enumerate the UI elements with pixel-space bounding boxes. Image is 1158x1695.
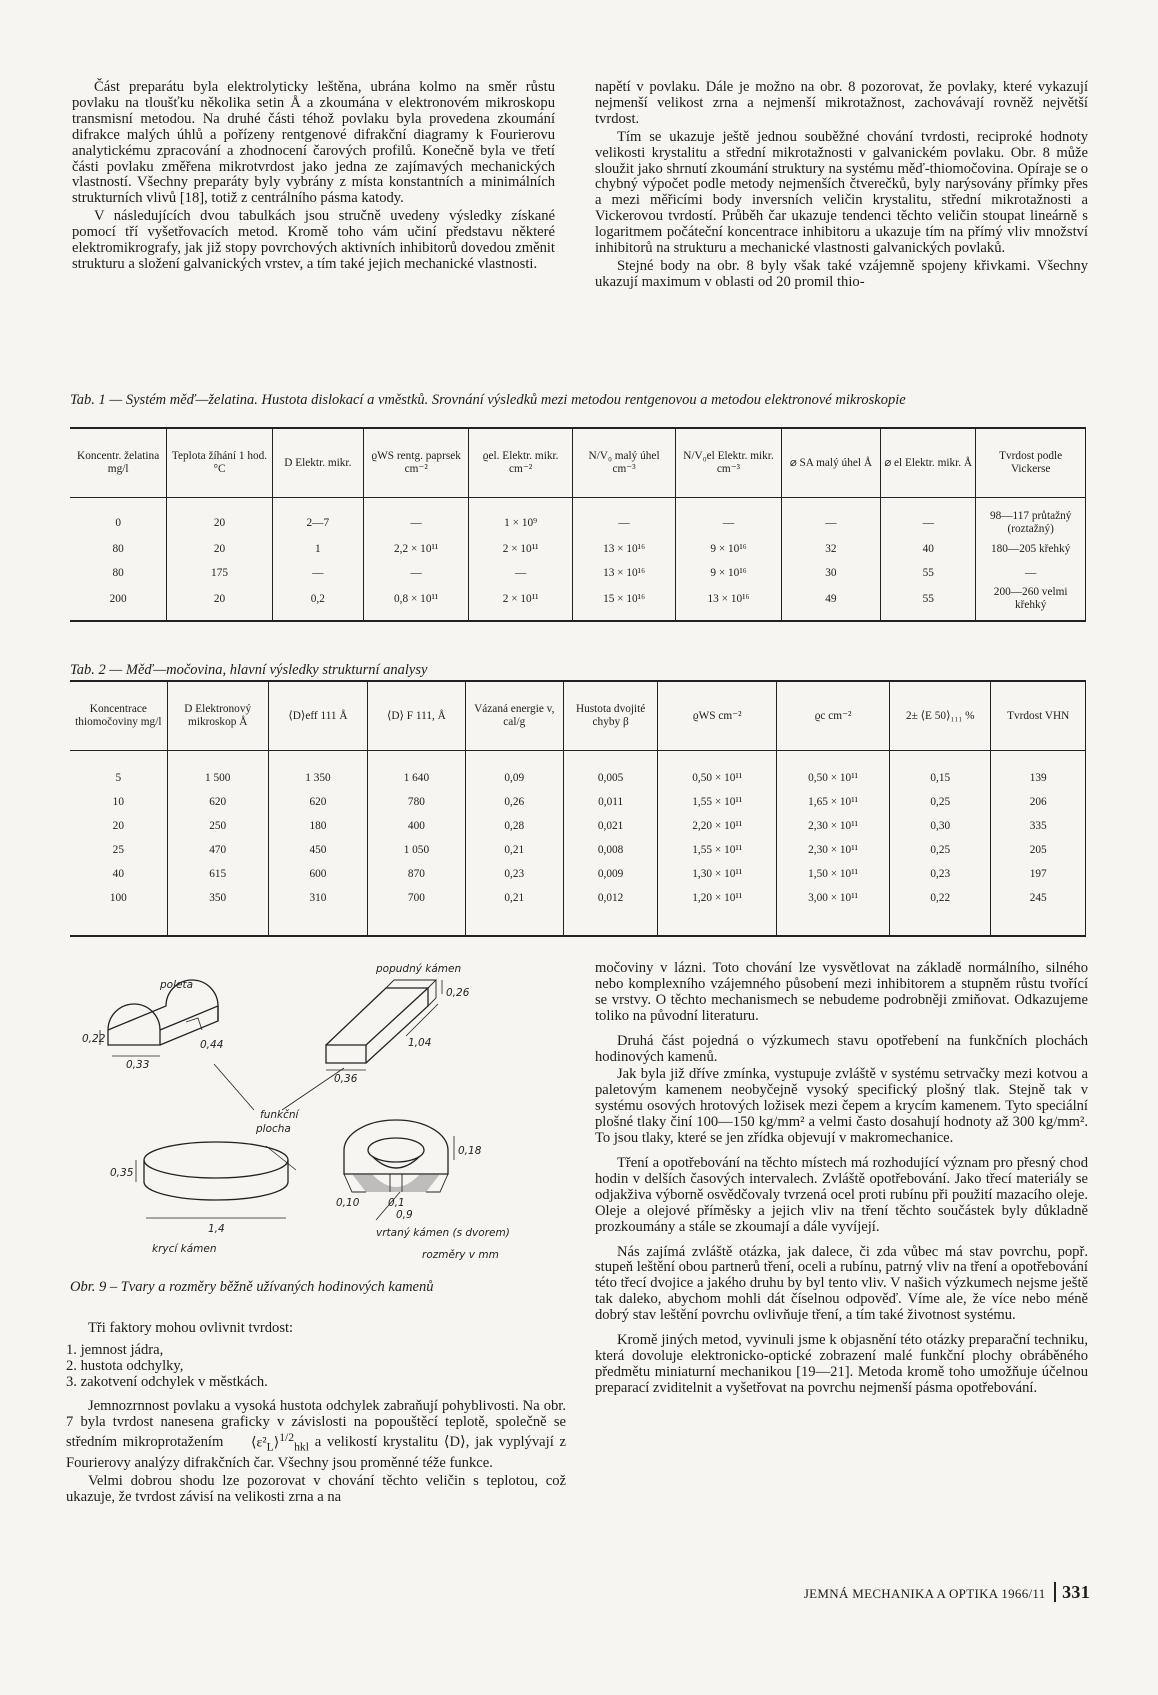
table-cell: 20	[167, 537, 272, 561]
dim-label: 0,35	[110, 1167, 134, 1179]
table-cell: 206	[991, 790, 1086, 814]
table-cell: 1,20 × 10¹¹	[658, 886, 777, 936]
column-header: N/V₀el Elektr. mikr. cm⁻³	[676, 428, 781, 498]
impulse-stone-drawing	[326, 980, 442, 1070]
table-cell: 1,55 × 10¹¹	[658, 790, 777, 814]
column-header: ⌀ el Elektr. mikr. Å	[881, 428, 976, 498]
table-cell: —	[469, 561, 572, 585]
table-cell: 80	[112, 542, 124, 555]
text-column-top-right	[595, 80, 1088, 291]
list-item: 2. hustota odchylky,	[66, 1357, 184, 1374]
table-cell: 0,21	[465, 886, 563, 936]
column-header: Koncentrace thiomočoviny mg/l	[70, 681, 167, 751]
column-header: Koncentr. želatina mg/l	[70, 428, 167, 498]
table-row	[70, 814, 1086, 838]
table-cell: 9 × 10¹⁶	[676, 561, 781, 585]
table-header-row	[70, 681, 1086, 751]
page-footer	[760, 1582, 1090, 1603]
column-header: 2± ⟨E 50⟩₁₁₁ %	[890, 681, 991, 751]
table-cell: 0,011	[563, 790, 657, 814]
paragraph-text: Jemnozrnnost povlaku a vysoká hustota odchylek zabraňují pohyblivosti. Na obr. 7 byla tvrdost nanesena graficky v závislosti na popouštěcí teplotě, společně se středním mikroprotažením	[66, 1397, 566, 1451]
table-cell: 0,15	[890, 751, 991, 791]
label-surface: plocha	[256, 1123, 291, 1135]
cap-jewel-drawing	[136, 1142, 288, 1218]
table-cell: 2,20 × 10¹¹	[658, 814, 777, 838]
dim-label: 0,1	[388, 1197, 405, 1209]
dim-label: 0,10	[336, 1197, 360, 1209]
table-cell: 400	[368, 814, 466, 838]
table-row	[70, 751, 1086, 791]
label-functional: funkční	[260, 1109, 299, 1121]
table-cell: 450	[268, 838, 367, 862]
table-cell: 2,2 × 10¹¹	[363, 537, 468, 561]
journal-name: JEMNÁ MECHANIKA A OPTIKA 1966/11	[803, 1586, 1046, 1601]
column-header: D Elektronový mikroskop Å	[167, 681, 268, 751]
table-cell: 0,021	[563, 814, 657, 838]
table-cell: 250	[167, 814, 268, 838]
table-cell: 1,55 × 10¹¹	[658, 838, 777, 862]
table-header-row	[70, 428, 1086, 498]
table-cell: 0,23	[890, 862, 991, 886]
text-column-top-left	[72, 80, 555, 273]
paragraph: napětí v povlaku. Dále je možno na obr. 8 pozorovat, že povlaky, které vykazují nejmenší velikost zrna a nejmenší mikrotažnost, zachovávají rovněž největší tvrdost.	[595, 79, 1088, 127]
table-cell: 13 × 10¹⁶	[676, 585, 781, 621]
table-cell: 0,005	[563, 751, 657, 791]
table-cell: 620	[268, 790, 367, 814]
table-cell: 13 × 10¹⁶	[572, 561, 675, 585]
column-header: Tvrdost VHN	[991, 681, 1086, 751]
table-cell: 98—117 průtažný (roztažný)	[976, 498, 1086, 538]
paragraph: Tím se ukazuje ještě jednou souběžné chování tvrdosti, reciproké hodnoty velikosti krystalitu a střední mikrotažnosti v galvanickém povlaku. Obr. 8 může sloužit jako shrnutí zkoumání struktury na systému měď-thiomočovina. Opíraje se o chybný výpočet podle metody nejmenších čtverečků, byly narýsovány přímky přes a mezi měřicími body inversních veličin krystalitu, střední mikrotažnosti a Vickerovou tvrdostí. Průběh čar ukazuje tendenci těchto veličin stoupat lineárně s logaritmem počáteční koncentrace inhibitoru a ukazuje tím na přímý vliv množství inhibitorů na strukturu a mechanické vlastnosti galvanických povlaků.	[595, 128, 1088, 257]
label-pallet: poleta	[160, 979, 194, 991]
paragraph: Nás zajímá zvláště otázka, jak dalece, či zda vůbec má stav povrchu, popř. stupeň leštění obou partnerů tření, oceli a rubínu, patrný vliv na tření a opotřebování této třecí dvojice a jakého druhu by byl tento vliv. V našich výzkumech nejsme ještě tak daleko, abychom mohli dát číselnou odpověď. Víme ale, že více nebo méně dobrý stav leštění povrchu ovlivňuje tření, a tím také životnost systému.	[595, 1243, 1088, 1324]
table-2-caption: Tab. 2 — Měď—močovina, hlavní výsledky strukturní analysy	[70, 662, 428, 678]
table-cell: 0,008	[563, 838, 657, 862]
column-header: Teplota žíhání 1 hod. °C	[167, 428, 272, 498]
table-cell: 470	[167, 838, 268, 862]
table-cell: 1,50 × 10¹¹	[777, 862, 890, 886]
paragraph: Tři faktory mohou ovlivnit tvrdost:	[88, 1320, 294, 1336]
dim-label: 0,36	[334, 1073, 358, 1085]
dim-label: 0,18	[458, 1145, 482, 1157]
table-cell: 0,50 × 10¹¹	[777, 751, 890, 791]
table-cell: —	[363, 561, 468, 585]
column-header: N/V₀ malý úhel cm⁻³	[572, 428, 675, 498]
table-cell: 1 × 10⁹	[469, 498, 572, 538]
table-cell: 3,00 × 10¹¹	[777, 886, 890, 936]
table-cell: 10	[112, 795, 124, 808]
table-cell: 870	[368, 862, 466, 886]
table-cell: 20	[167, 585, 272, 621]
table-cell: 175	[167, 561, 272, 585]
table-row	[70, 498, 1086, 538]
table-cell: 0,8 × 10¹¹	[363, 585, 468, 621]
table-1-caption: Tab. 1 — Systém měď—želatina. Hustota dislokací a vměstků. Srovnání výsledků mezi metodou rentgenovou a metodou elektronové mikroskopie	[70, 392, 906, 408]
table-cell: 0,25	[890, 838, 991, 862]
table-cell: 25	[112, 843, 124, 856]
table-cell: 55	[881, 585, 976, 621]
table-cell: 139	[991, 751, 1086, 791]
column-header: ⟨D⟩ F 111, Å	[368, 681, 466, 751]
table-cell: 0,2	[272, 585, 363, 621]
column-header: ϱc cm⁻²	[777, 681, 890, 751]
figure-caption: Obr. 9 – Tvary a rozměry běžně užívaných hodinových kamenů	[70, 1279, 434, 1295]
column-header: Vázaná energie v, cal/g	[465, 681, 563, 751]
table-cell: 205	[991, 838, 1086, 862]
table-cell: 2 × 10¹¹	[469, 537, 572, 561]
table-cell: 310	[268, 886, 367, 936]
table-cell: 335	[991, 814, 1086, 838]
dim-label: 0,9	[396, 1209, 413, 1221]
table-cell: 20	[112, 819, 124, 832]
table-cell: 1	[272, 537, 363, 561]
paragraph: Velmi dobrou shodu lze pozorovat v chování těchto veličin s teplotou, což ukazuje, že tvrdost závisí na velikosti zrna a na	[66, 1472, 566, 1505]
table-cell: 197	[991, 862, 1086, 886]
column-header: ⟨D⟩eff 111 Å	[268, 681, 367, 751]
table-row	[70, 537, 1086, 561]
table-cell: 0,22	[890, 886, 991, 936]
paragraph: Stejné body na obr. 8 byly však také vzájemně spojeny křivkami. Všechny ukazují maximum v oblasti od 20 promil thio-	[595, 257, 1088, 290]
label-hole-jewel: vrtaný kámen (s dvorem)	[376, 1227, 510, 1239]
table-cell: 200	[109, 592, 127, 605]
column-header: ϱWS cm⁻²	[658, 681, 777, 751]
paragraph: Část preparátu byla elektrolyticky leštěna, ubrána kolmo na směr růstu povlaku na tloušťku několika setin Å a zkoumána v elektronovém mikroskopu transmisní metodou. Na druhé části téhož povlaku byla provedena zkoumání difrakce malých úhlů a pořízeny rentgenové difrakční diagramy k Fourierovu analytickému zpracování a zhodnocení čarových profilů. Konečně byla ve třetí části povlaku změřena mikrotvrdost jako jedna ze zajímavých mechanických vlastností. Všechny preparáty byly vybrány z místa konstantních a minimálních strukturních vlivů [18], totiž z centrálního pásma katody.	[72, 79, 555, 207]
label-cap-jewel: krycí kámen	[152, 1243, 217, 1255]
column-header: ϱel. Elektr. mikr. cm⁻²	[469, 428, 572, 498]
table-cell: 0,25	[890, 790, 991, 814]
table-cell: 0,50 × 10¹¹	[658, 751, 777, 791]
table-row	[70, 790, 1086, 814]
table-cell: 40	[112, 867, 124, 880]
label-units: rozměry v mm	[422, 1249, 499, 1261]
dim-label: 0,44	[200, 1039, 224, 1051]
table-cell: —	[363, 498, 468, 538]
table-cell: 30	[781, 561, 880, 585]
label-impulse: popudný kámen	[376, 963, 462, 975]
table-cell: 100	[109, 891, 127, 904]
table-cell: 245	[991, 886, 1086, 936]
dim-label: 1,04	[408, 1037, 432, 1049]
table-cell: 0,009	[563, 862, 657, 886]
table-cell: —	[272, 561, 363, 585]
table-row	[70, 585, 1086, 621]
table-cell: 780	[368, 790, 466, 814]
table-cell: 1 500	[167, 751, 268, 791]
table-cell: —	[881, 498, 976, 538]
table-cell: 0,21	[465, 838, 563, 862]
table-cell: 49	[781, 585, 880, 621]
column-header: Hustota dvojité chyby β	[563, 681, 657, 751]
table-cell: —	[572, 498, 675, 538]
table-cell: 200—260 velmi křehký	[976, 585, 1086, 621]
table-cell: 0	[115, 516, 121, 529]
table-cell: 80	[112, 566, 124, 579]
table-cell: 1 350	[268, 751, 367, 791]
table-cell: 2,30 × 10¹¹	[777, 838, 890, 862]
paragraph: Tření a opotřebování na těchto místech má rozhodující význam pro přesný chod hodin v delších časových intervalech. Zvláště opotřebování. Jako třecí materiály se odjakživa výborně osvědčovaly tvrzená ocel proti rubínu při použití mazacího oleje. Oleje a olejové příměsky a jejich vliv na tření těchto součástek byly důkladně prozkoumány a stále se zkoumají a dále vyvíjejí.	[595, 1154, 1088, 1235]
table-cell: 9 × 10¹⁶	[676, 537, 781, 561]
table-cell: 5	[115, 771, 122, 784]
table-cell: 1 050	[368, 838, 466, 862]
list-item: 3. zakotvení odchylek v městkách.	[66, 1373, 268, 1390]
paragraph: Kromě jiných metod, vyvinuli jsme k objasnění této otázky preparační techniku, která dovoluje elektronicko-optické zobrazení malé funkční plochy obráběného předmětu miniaturní mechanikou [19—21]. Metoda kromě toho umožňuje účelnou preparací zviditelnit a vyšetřovat na povrchu nejmenší pásma opotřebování.	[595, 1332, 1088, 1396]
table-row	[70, 838, 1086, 862]
table-cell: 180	[268, 814, 367, 838]
table-cell: 15 × 10¹⁶	[572, 585, 675, 621]
table-cell: 0,23	[465, 862, 563, 886]
paragraph: močoviny v lázni. Toto chování lze vysvětlovat na základě normálního, silného nebo komplexního vzájemného působení mezi inhibitorem a stupněm růstu tvořící se vrstvy. O těchto mechanismech se nebudeme podrobněji zmiňovat. Odkazujeme toliko na původní literaturu.	[595, 960, 1088, 1024]
paragraph: Druhá část pojedná o výzkumech stavu opotřebení na funkčních plochách hodinových kamenů.	[595, 1032, 1088, 1065]
table-row	[70, 886, 1086, 936]
table-cell: 40	[881, 537, 976, 561]
column-header: D Elektr. mikr.	[272, 428, 363, 498]
table-cell: 0,09	[465, 751, 563, 791]
table-cell: 2—7	[272, 498, 363, 538]
table-2	[70, 680, 1086, 937]
table-cell: 180—205 křehký	[976, 537, 1086, 561]
table-cell: —	[976, 561, 1086, 585]
factor-list	[66, 1343, 566, 1391]
column-header: ⌀ SA malý úhel Å	[781, 428, 880, 498]
paragraph: Jak byla již dříve zmínka, vystupuje zvláště v systému setrvačky mezi kotvou a paletovým kamenem neobyčejně vysoký specifický plošný tlak. Stejně tak v systému osových hrotových ložisek mezi čepem a krycím kamenem. Tyto speciální plošné tlaky činí 100—150 kg/mm² a velmi často dosahují hodnoty až 300 kg/mm². To jsou tlaky, které se jen zřídka objevují v makromechanice.	[595, 1066, 1088, 1147]
table-cell: 0,30	[890, 814, 991, 838]
dim-label: 0,22	[82, 1033, 106, 1045]
table-cell: —	[676, 498, 781, 538]
table-cell: 1,65 × 10¹¹	[777, 790, 890, 814]
column-header: ϱWS rentg. paprsek cm⁻²	[363, 428, 468, 498]
paragraph-text: a velikostí krystalitu ⟨D⟩, jak vyplývají z Fourierovy analýzy difrakčních čar. Všechny jsou proměnné téže funkce.	[66, 1434, 566, 1471]
column-header: Tvrdost podle Vickerse	[976, 428, 1086, 498]
table-cell: 700	[368, 886, 466, 936]
table-row	[70, 862, 1086, 886]
table-cell: 620	[167, 790, 268, 814]
list-item: 1. jemnost jádra,	[66, 1341, 164, 1358]
dim-label: 0,33	[126, 1059, 150, 1071]
dim-label: 0,26	[446, 987, 470, 999]
table-cell: 2,30 × 10¹¹	[777, 814, 890, 838]
table-cell: 0,012	[563, 886, 657, 936]
table-cell: 0,28	[465, 814, 563, 838]
table-cell: 600	[268, 862, 367, 886]
table-cell: 615	[167, 862, 268, 886]
table-cell: 2 × 10¹¹	[469, 585, 572, 621]
table-cell: 20	[167, 498, 272, 538]
table-cell: 350	[167, 886, 268, 936]
text-column-bottom-right	[595, 961, 1088, 1397]
page-number: 331	[1054, 1582, 1090, 1602]
table-cell: 55	[881, 561, 976, 585]
table-cell: 1,30 × 10¹¹	[658, 862, 777, 886]
strain-formula: $⟨\varepsilon^2_L⟩^{1/2}_{hkl}$	[251, 1431, 309, 1454]
table-row	[70, 561, 1086, 585]
jewel-shapes-figure	[76, 960, 576, 1270]
text-column-bottom-left	[66, 1321, 566, 1506]
dim-label: 1,4	[208, 1223, 225, 1235]
table-cell: 0,26	[465, 790, 563, 814]
table-cell: —	[781, 498, 880, 538]
paragraph: V následujících dvou tabulkách jsou stručně uvedeny výsledky získané pomocí tří vyšetřovacích metod. Kromě toho vám učiní představu některé elektromikrografy, jak již stopy povrchových aktivních inhibitorů dovedou změnit strukturu a složení galvanických vrstev, a tím také jejich mechanické vlastnosti.	[72, 208, 555, 272]
table-1	[70, 427, 1086, 622]
table-cell: 1 640	[368, 751, 466, 791]
table-cell: 32	[781, 537, 880, 561]
table-cell: 13 × 10¹⁶	[572, 537, 675, 561]
